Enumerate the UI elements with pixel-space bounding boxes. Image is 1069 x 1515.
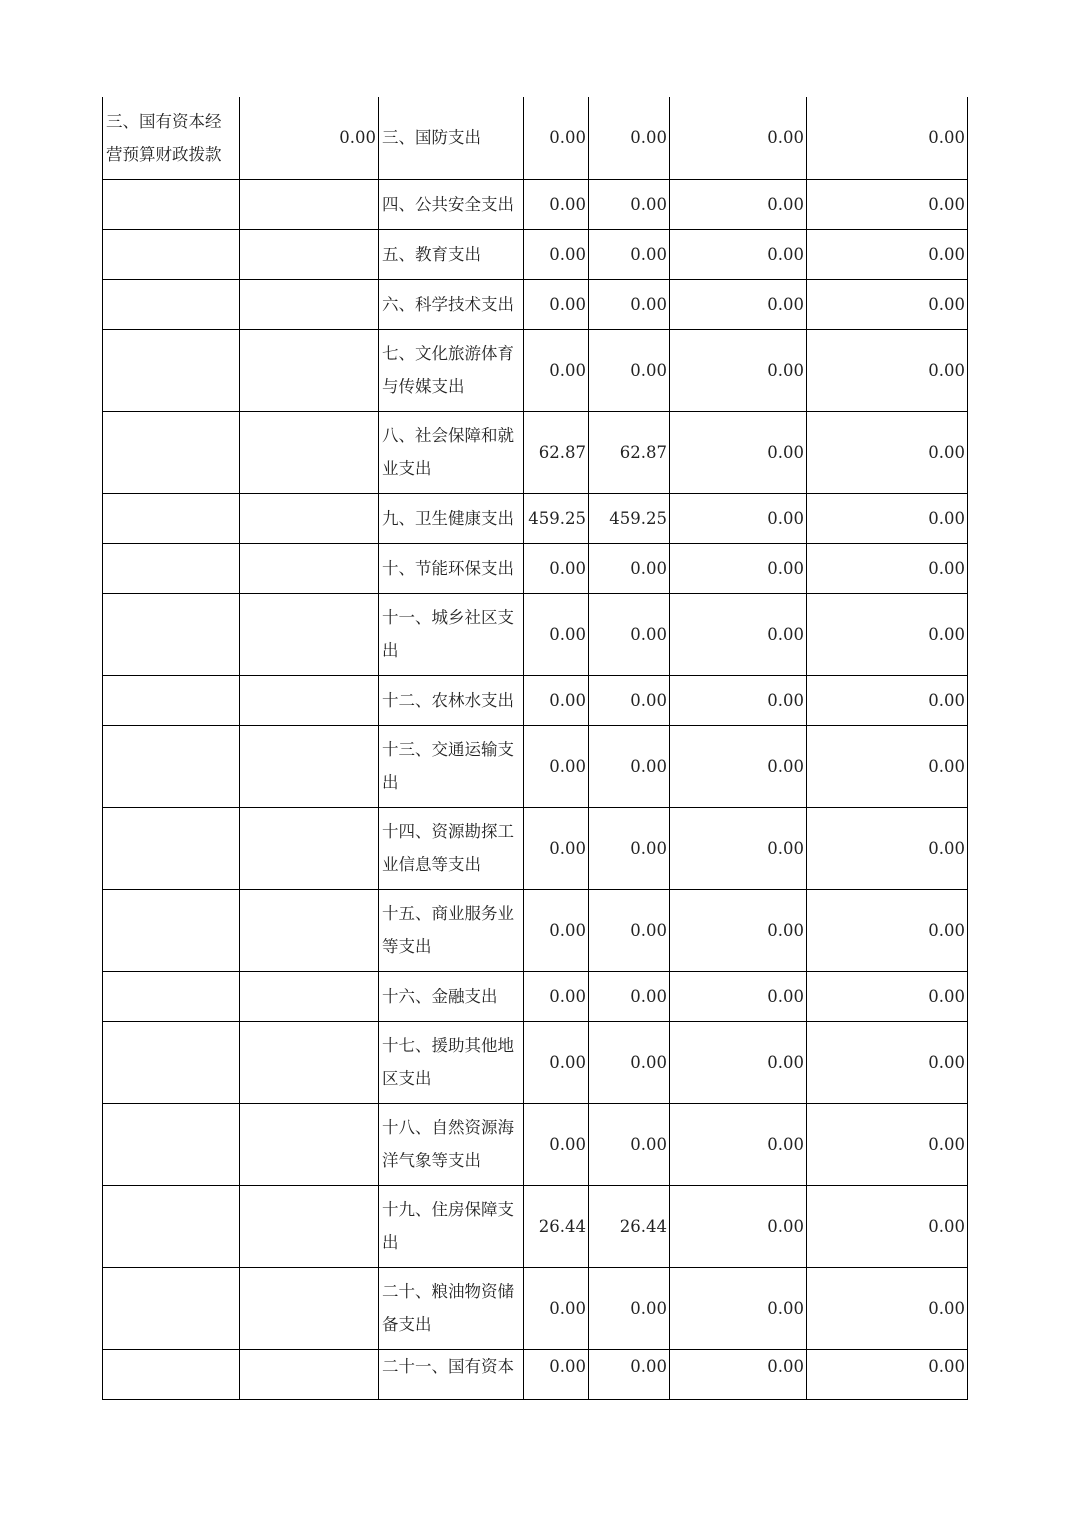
state-capital-amount-cell: 0.00 <box>807 807 968 889</box>
table-row <box>103 279 968 329</box>
expense-item-cell: 二十一、国有资本 <box>379 1349 524 1399</box>
income-amount-cell <box>240 675 379 725</box>
table-row <box>103 229 968 279</box>
table-row <box>103 889 968 971</box>
general-budget-amount-cell: 0.00 <box>589 889 670 971</box>
income-item-cell <box>103 279 240 329</box>
income-amount-cell <box>240 807 379 889</box>
general-budget-amount-cell: 0.00 <box>589 1021 670 1103</box>
income-item-cell <box>103 1349 240 1399</box>
general-budget-amount-cell: 0.00 <box>589 279 670 329</box>
expense-item-cell: 十八、自然资源海洋气象等支出 <box>379 1103 524 1185</box>
total-amount-cell: 62.87 <box>524 411 589 493</box>
general-budget-amount-cell: 0.00 <box>589 179 670 229</box>
state-capital-amount-cell: 0.00 <box>807 543 968 593</box>
fund-budget-amount-cell: 0.00 <box>670 675 807 725</box>
state-capital-amount-cell: 0.00 <box>807 971 968 1021</box>
table-row <box>103 1349 968 1399</box>
total-amount-cell: 0.00 <box>524 229 589 279</box>
table-row <box>103 1021 968 1103</box>
expense-item-cell: 三、国防支出 <box>379 97 524 179</box>
total-amount-cell: 0.00 <box>524 1349 589 1399</box>
fund-budget-amount-cell: 0.00 <box>670 1185 807 1267</box>
income-item-cell <box>103 725 240 807</box>
expense-item-cell: 十五、商业服务业等支出 <box>379 889 524 971</box>
total-amount-cell: 0.00 <box>524 889 589 971</box>
general-budget-amount-cell: 0.00 <box>589 1267 670 1349</box>
fund-budget-amount-cell: 0.00 <box>670 97 807 179</box>
income-amount-cell <box>240 1349 379 1399</box>
expense-item-cell: 五、教育支出 <box>379 229 524 279</box>
fund-budget-amount-cell: 0.00 <box>670 1267 807 1349</box>
income-item-cell: 三、国有资本经营预算财政拨款 <box>103 97 240 179</box>
income-amount-cell <box>240 1267 379 1349</box>
income-amount-cell <box>240 279 379 329</box>
total-amount-cell: 0.00 <box>524 97 589 179</box>
fund-budget-amount-cell: 0.00 <box>670 725 807 807</box>
income-item-cell <box>103 971 240 1021</box>
expense-item-cell: 十四、资源勘探工业信息等支出 <box>379 807 524 889</box>
income-amount-cell <box>240 889 379 971</box>
income-amount-cell <box>240 543 379 593</box>
income-item-cell <box>103 889 240 971</box>
fund-budget-amount-cell: 0.00 <box>670 329 807 411</box>
income-item-cell <box>103 543 240 593</box>
budget-table <box>102 97 968 1400</box>
state-capital-amount-cell: 0.00 <box>807 725 968 807</box>
table-row <box>103 1267 968 1349</box>
table-row <box>103 725 968 807</box>
total-amount-cell: 0.00 <box>524 329 589 411</box>
income-item-cell <box>103 329 240 411</box>
income-item-cell <box>103 1267 240 1349</box>
expense-item-cell: 四、公共安全支出 <box>379 179 524 229</box>
expense-item-cell: 十一、城乡社区支出 <box>379 593 524 675</box>
fund-budget-amount-cell: 0.00 <box>670 493 807 543</box>
table-row <box>103 971 968 1021</box>
general-budget-amount-cell: 0.00 <box>589 329 670 411</box>
total-amount-cell: 459.25 <box>524 493 589 543</box>
expense-item-cell: 十六、金融支出 <box>379 971 524 1021</box>
table-row <box>103 411 968 493</box>
table-row <box>103 675 968 725</box>
state-capital-amount-cell: 0.00 <box>807 229 968 279</box>
income-amount-cell <box>240 1021 379 1103</box>
general-budget-amount-cell: 26.44 <box>589 1185 670 1267</box>
general-budget-amount-cell: 459.25 <box>589 493 670 543</box>
fund-budget-amount-cell: 0.00 <box>670 593 807 675</box>
expense-item-cell: 十三、交通运输支出 <box>379 725 524 807</box>
state-capital-amount-cell: 0.00 <box>807 1021 968 1103</box>
income-amount-cell <box>240 493 379 543</box>
table-row <box>103 807 968 889</box>
table-row <box>103 1185 968 1267</box>
expense-item-cell: 九、卫生健康支出 <box>379 493 524 543</box>
general-budget-amount-cell: 0.00 <box>589 229 670 279</box>
fund-budget-amount-cell: 0.00 <box>670 411 807 493</box>
general-budget-amount-cell: 0.00 <box>589 593 670 675</box>
expense-item-cell: 六、科学技术支出 <box>379 279 524 329</box>
table-row <box>103 493 968 543</box>
total-amount-cell: 0.00 <box>524 279 589 329</box>
expense-item-cell: 二十、粮油物资储备支出 <box>379 1267 524 1349</box>
state-capital-amount-cell: 0.00 <box>807 279 968 329</box>
income-amount-cell <box>240 1185 379 1267</box>
total-amount-cell: 0.00 <box>524 543 589 593</box>
table-row <box>103 1103 968 1185</box>
income-amount-cell <box>240 411 379 493</box>
general-budget-amount-cell: 0.00 <box>589 97 670 179</box>
total-amount-cell: 0.00 <box>524 1021 589 1103</box>
table-row <box>103 593 968 675</box>
total-amount-cell: 0.00 <box>524 971 589 1021</box>
state-capital-amount-cell: 0.00 <box>807 1103 968 1185</box>
income-item-cell <box>103 1103 240 1185</box>
state-capital-amount-cell: 0.00 <box>807 593 968 675</box>
income-amount-cell: 0.00 <box>240 97 379 179</box>
general-budget-amount-cell: 0.00 <box>589 1349 670 1399</box>
state-capital-amount-cell: 0.00 <box>807 411 968 493</box>
expense-item-cell: 七、文化旅游体育与传媒支出 <box>379 329 524 411</box>
income-amount-cell <box>240 229 379 279</box>
expense-item-cell: 十二、农林水支出 <box>379 675 524 725</box>
total-amount-cell: 26.44 <box>524 1185 589 1267</box>
income-item-cell <box>103 229 240 279</box>
fund-budget-amount-cell: 0.00 <box>670 889 807 971</box>
total-amount-cell: 0.00 <box>524 725 589 807</box>
income-item-cell <box>103 1021 240 1103</box>
fund-budget-amount-cell: 0.00 <box>670 179 807 229</box>
expense-item-cell: 八、社会保障和就业支出 <box>379 411 524 493</box>
total-amount-cell: 0.00 <box>524 1103 589 1185</box>
total-amount-cell: 0.00 <box>524 593 589 675</box>
table-row <box>103 179 968 229</box>
total-amount-cell: 0.00 <box>524 179 589 229</box>
general-budget-amount-cell: 0.00 <box>589 1103 670 1185</box>
total-amount-cell: 0.00 <box>524 1267 589 1349</box>
total-amount-cell: 0.00 <box>524 807 589 889</box>
state-capital-amount-cell: 0.00 <box>807 1185 968 1267</box>
income-item-cell <box>103 179 240 229</box>
income-item-cell <box>103 493 240 543</box>
general-budget-amount-cell: 0.00 <box>589 807 670 889</box>
fund-budget-amount-cell: 0.00 <box>670 807 807 889</box>
income-item-cell <box>103 411 240 493</box>
state-capital-amount-cell: 0.00 <box>807 889 968 971</box>
fund-budget-amount-cell: 0.00 <box>670 279 807 329</box>
state-capital-amount-cell: 0.00 <box>807 1267 968 1349</box>
state-capital-amount-cell: 0.00 <box>807 493 968 543</box>
total-amount-cell: 0.00 <box>524 675 589 725</box>
income-item-cell <box>103 1185 240 1267</box>
fund-budget-amount-cell: 0.00 <box>670 229 807 279</box>
income-item-cell <box>103 807 240 889</box>
expense-item-cell: 十九、住房保障支出 <box>379 1185 524 1267</box>
state-capital-amount-cell: 0.00 <box>807 179 968 229</box>
general-budget-amount-cell: 0.00 <box>589 971 670 1021</box>
state-capital-amount-cell: 0.00 <box>807 675 968 725</box>
table-row <box>103 543 968 593</box>
income-amount-cell <box>240 593 379 675</box>
expense-item-cell: 十七、援助其他地区支出 <box>379 1021 524 1103</box>
income-item-cell <box>103 675 240 725</box>
general-budget-amount-cell: 0.00 <box>589 675 670 725</box>
fund-budget-amount-cell: 0.00 <box>670 1349 807 1399</box>
income-amount-cell <box>240 971 379 1021</box>
expense-item-cell: 十、节能环保支出 <box>379 543 524 593</box>
state-capital-amount-cell: 0.00 <box>807 97 968 179</box>
general-budget-amount-cell: 62.87 <box>589 411 670 493</box>
fund-budget-amount-cell: 0.00 <box>670 1103 807 1185</box>
state-capital-amount-cell: 0.00 <box>807 329 968 411</box>
general-budget-amount-cell: 0.00 <box>589 725 670 807</box>
income-item-cell <box>103 593 240 675</box>
income-amount-cell <box>240 725 379 807</box>
income-amount-cell <box>240 329 379 411</box>
fund-budget-amount-cell: 0.00 <box>670 1021 807 1103</box>
general-budget-amount-cell: 0.00 <box>589 543 670 593</box>
table-row <box>103 97 968 179</box>
table-row <box>103 329 968 411</box>
income-amount-cell <box>240 179 379 229</box>
fund-budget-amount-cell: 0.00 <box>670 543 807 593</box>
state-capital-amount-cell: 0.00 <box>807 1349 968 1399</box>
fund-budget-amount-cell: 0.00 <box>670 971 807 1021</box>
income-amount-cell <box>240 1103 379 1185</box>
